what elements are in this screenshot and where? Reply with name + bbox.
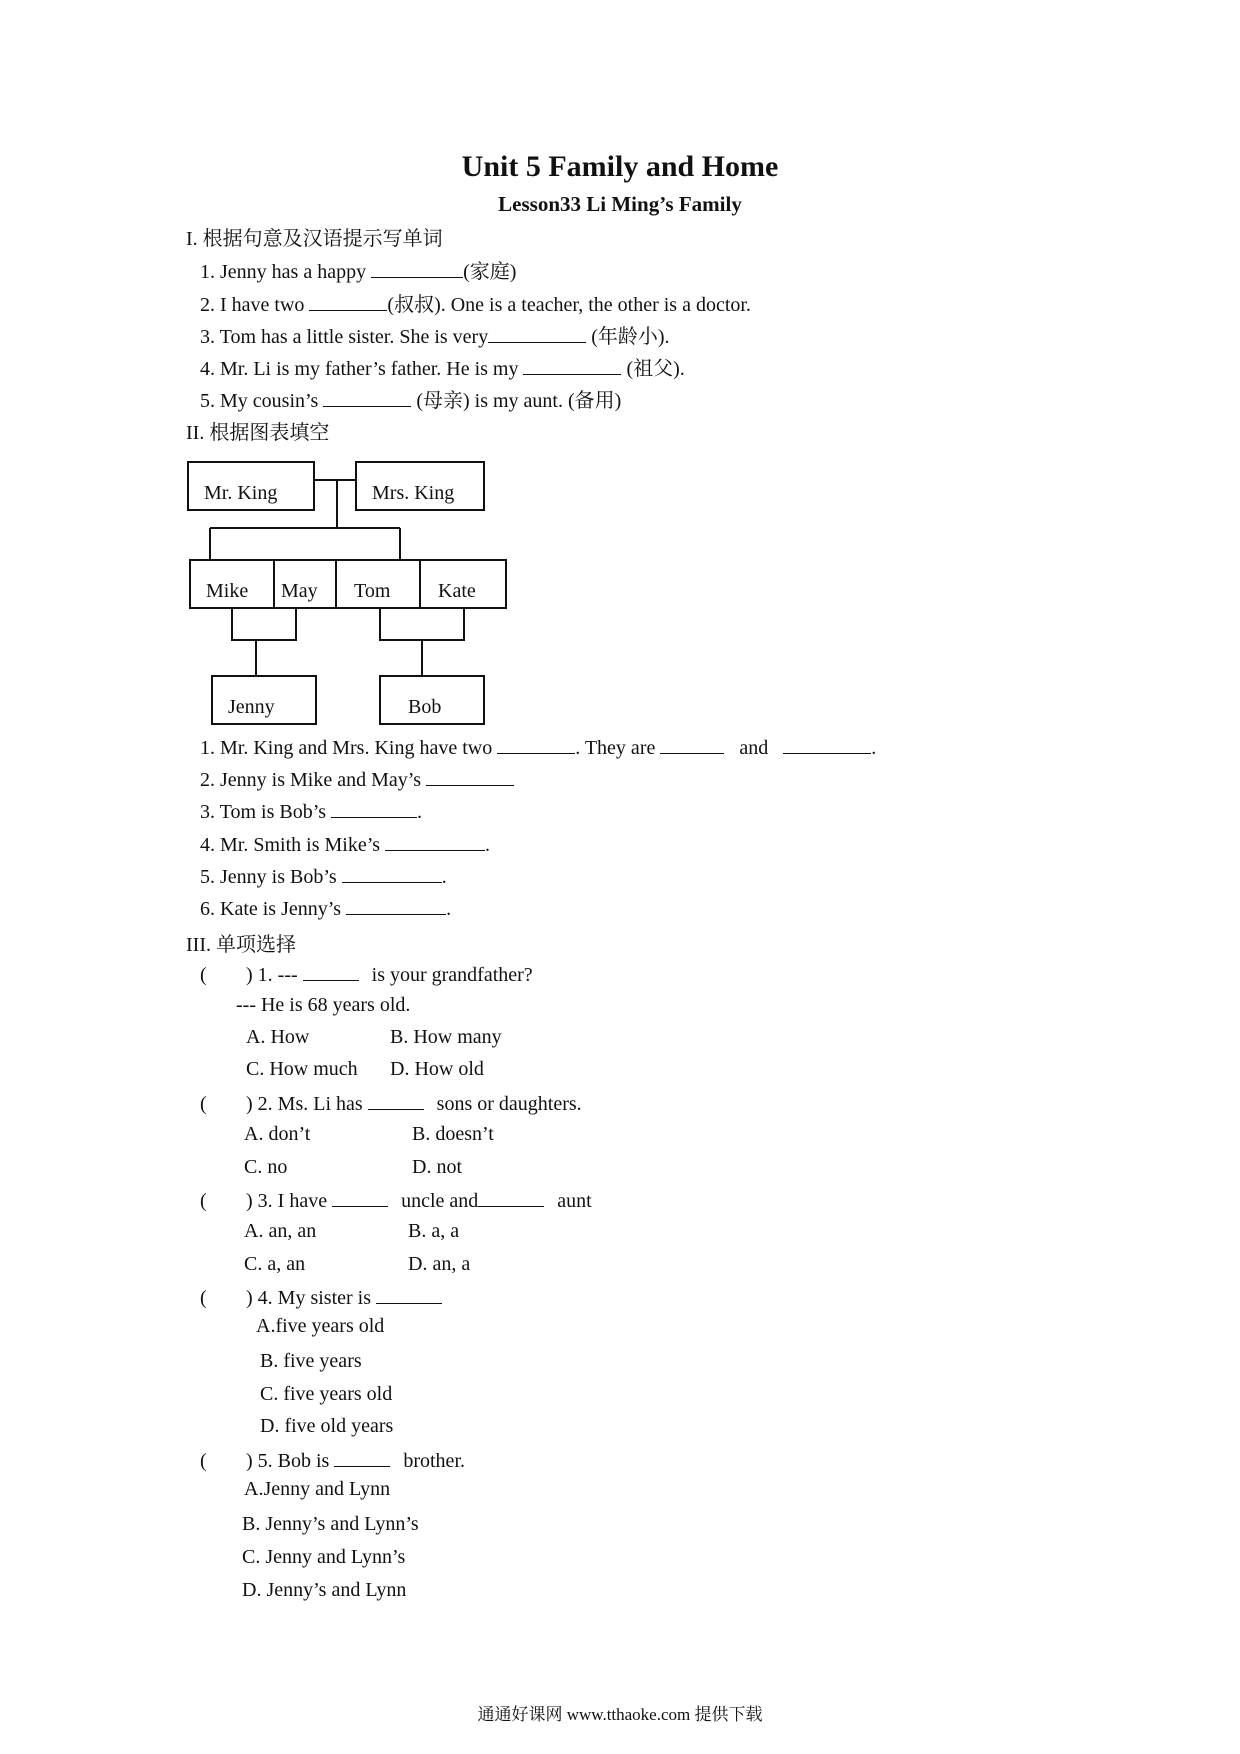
q3-option-c: C. a, an xyxy=(244,1253,306,1275)
q4-text: ) 4. My sister is xyxy=(246,1287,376,1309)
q1-stem xyxy=(200,962,533,987)
q5-option-a: A.Jenny and Lynn xyxy=(244,1478,391,1500)
answer-blank[interactable] xyxy=(385,832,485,851)
q1-option-a: A. How xyxy=(246,1026,310,1048)
s2-item-4-end: . xyxy=(485,834,491,856)
node-mrs-king: Mrs. King xyxy=(372,482,455,504)
answer-blank[interactable] xyxy=(660,735,724,754)
answer-blank[interactable] xyxy=(376,1285,442,1304)
node-kate: Kate xyxy=(438,580,476,602)
q3-option-a: A. an, an xyxy=(244,1220,317,1242)
s2-item-5 xyxy=(200,864,447,889)
s1-item-1-hint: (家庭) xyxy=(463,261,517,283)
q1-text-end: is your grandfather? xyxy=(366,964,533,986)
q1-text: ) 1. --- xyxy=(246,964,303,986)
s2-item-4 xyxy=(200,832,490,857)
s2-item-3-text: 3. Tom is Bob’s xyxy=(200,801,332,823)
s1-item-1-text: 1. Jenny has a happy xyxy=(200,261,372,283)
q4-answer-paren[interactable]: ( xyxy=(200,1287,207,1309)
s2-item-6-end: . xyxy=(446,898,452,920)
s2-item-3-end: . xyxy=(417,801,423,823)
q2-option-a: A. don’t xyxy=(244,1123,311,1145)
q4-option-c: C. five years old xyxy=(260,1383,393,1405)
s2-item-3 xyxy=(200,799,422,824)
answer-blank[interactable] xyxy=(478,1188,544,1207)
section-2-heading: II. 根据图表填空 xyxy=(186,422,330,444)
q4-option-b: B. five years xyxy=(260,1350,362,1372)
page-subtitle: Lesson33 Li Ming’s Family xyxy=(498,192,742,216)
answer-blank[interactable] xyxy=(342,864,442,883)
page-footer: 通通好课网 www.tthaoke.com 提供下载 xyxy=(477,1705,763,1724)
q3-stem xyxy=(200,1188,592,1213)
s2-item-1-text: 1. Mr. King and Mrs. King have two xyxy=(200,737,498,759)
s1-item-4-text: 4. Mr. Li is my father’s father. He is my xyxy=(200,358,524,380)
q2-text-end: sons or daughters. xyxy=(431,1093,582,1115)
q3-option-d: D. an, a xyxy=(408,1253,471,1275)
q4-option-d: D. five old years xyxy=(260,1415,394,1437)
s1-item-5-text: 5. My cousin’s xyxy=(200,390,324,412)
node-jenny: Jenny xyxy=(228,696,275,718)
q5-text-end: brother. xyxy=(398,1450,465,1472)
answer-blank[interactable] xyxy=(368,1091,424,1110)
s2-item-1 xyxy=(200,735,876,760)
s2-item-1-end: . xyxy=(871,737,877,759)
q1-option-d: D. How old xyxy=(390,1058,484,1080)
q2-option-b: B. doesn’t xyxy=(412,1123,494,1145)
s1-item-3-hint: (年龄小). xyxy=(586,326,670,348)
q4-stem xyxy=(200,1285,442,1310)
answer-blank[interactable] xyxy=(331,799,417,818)
answer-blank[interactable] xyxy=(334,1448,390,1467)
page-title: Unit 5 Family and Home xyxy=(461,150,779,183)
q1-line2: --- He is 68 years old. xyxy=(236,994,411,1016)
family-tree-diagram xyxy=(0,0,1240,760)
s1-item-3-text: 3. Tom has a little sister. She is very xyxy=(200,326,489,348)
q5-text: ) 5. Bob is xyxy=(246,1450,335,1472)
answer-blank[interactable] xyxy=(426,767,514,786)
q1-option-b: B. How many xyxy=(390,1026,502,1048)
q5-option-c: C. Jenny and Lynn’s xyxy=(242,1546,406,1568)
q1-answer-paren[interactable]: ( xyxy=(200,964,207,986)
s1-item-4-hint: (祖父). xyxy=(621,358,685,380)
s2-item-4-text: 4. Mr. Smith is Mike’s xyxy=(200,834,386,856)
q3-text: ) 3. I have xyxy=(246,1190,333,1212)
q3-answer-paren[interactable]: ( xyxy=(200,1190,207,1212)
s2-item-2 xyxy=(200,767,514,792)
q5-stem xyxy=(200,1448,465,1473)
s1-item-2-hint: (叔叔). One is a teacher, the other is a doctor. xyxy=(387,294,751,316)
q5-option-d: D. Jenny’s and Lynn xyxy=(242,1579,407,1601)
q2-answer-paren[interactable]: ( xyxy=(200,1093,207,1115)
q3-text-end: aunt xyxy=(552,1190,592,1212)
q2-option-d: D. not xyxy=(412,1156,462,1178)
couple-link-right xyxy=(380,608,464,640)
section-3-heading: III. 单项选择 xyxy=(186,934,296,956)
answer-blank[interactable] xyxy=(303,962,359,981)
q2-text: ) 2. Ms. Li has xyxy=(246,1093,368,1115)
q2-stem xyxy=(200,1091,582,1116)
section-1-heading: I. 根据句意及汉语提示写单词 xyxy=(186,228,443,250)
node-tom: Tom xyxy=(354,580,391,602)
s2-item-1-mid2: and xyxy=(734,737,774,759)
node-may: May xyxy=(281,580,318,602)
s2-item-6-text: 6. Kate is Jenny’s xyxy=(200,898,347,920)
s2-item-5-text: 5. Jenny is Bob’s xyxy=(200,866,342,888)
answer-blank[interactable] xyxy=(332,1188,388,1207)
q5-answer-paren[interactable]: ( xyxy=(200,1450,207,1472)
q3-text-mid: uncle and xyxy=(396,1190,479,1212)
s1-item-2-text: 2. I have two xyxy=(200,294,310,316)
s2-item-1-mid1: . They are xyxy=(575,737,661,759)
node-mike: Mike xyxy=(206,580,249,602)
answer-blank[interactable] xyxy=(346,896,446,915)
node-bob: Bob xyxy=(408,696,442,718)
s2-item-2-text: 2. Jenny is Mike and May’s xyxy=(200,769,427,791)
s2-item-5-end: . xyxy=(441,866,447,888)
answer-blank[interactable] xyxy=(783,735,871,754)
q2-option-c: C. no xyxy=(244,1156,288,1178)
q3-option-b: B. a, a xyxy=(408,1220,460,1242)
q5-option-b: B. Jenny’s and Lynn’s xyxy=(242,1513,419,1535)
q4-option-a: A.five years old xyxy=(256,1315,385,1337)
couple-link-left xyxy=(232,608,296,640)
q1-option-c: C. How much xyxy=(246,1058,358,1080)
s2-item-6 xyxy=(200,896,451,921)
s1-item-5-hint: (母亲) is my aunt. (备用) xyxy=(411,390,622,412)
answer-blank[interactable] xyxy=(497,735,575,754)
node-mr-king: Mr. King xyxy=(204,482,278,504)
